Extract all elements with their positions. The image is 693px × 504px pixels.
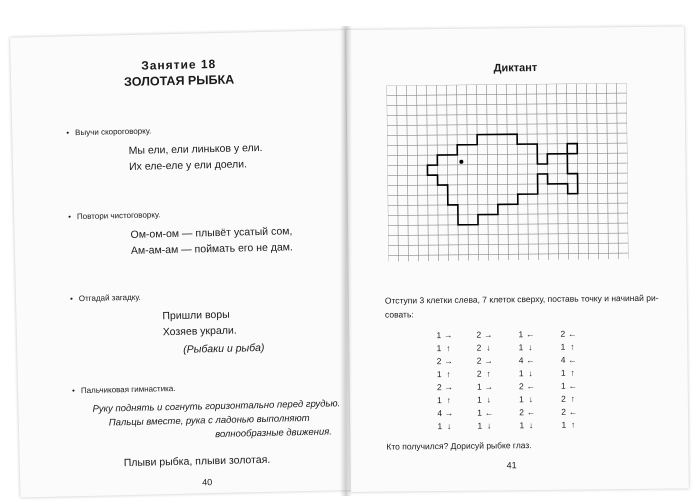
direction-step xyxy=(430,420,464,433)
direction-step xyxy=(554,379,588,392)
direction-step xyxy=(429,355,463,368)
direction-step xyxy=(554,418,588,431)
direction-step xyxy=(469,341,503,354)
lesson-title: Занятие 18 xyxy=(141,56,217,73)
direction-step xyxy=(554,366,588,379)
dictation-grid xyxy=(387,83,629,262)
step-arrow: ← xyxy=(568,354,577,365)
pure-phrase-line: Ом-ом-ом — плывёт усатый сом, xyxy=(130,225,293,241)
direction-step xyxy=(512,393,546,406)
tongue-twister-line: Мы ели, ели линьков у ели. xyxy=(128,141,263,157)
direction-step xyxy=(512,380,546,393)
task-label-finger-gymnastics: • Пальчиковая гимнастика. xyxy=(72,384,176,395)
step-arrow: ↑ xyxy=(486,368,491,379)
lesson-subtitle: ЗОЛОТАЯ РЫБКА xyxy=(123,72,235,90)
step-arrow: ↑ xyxy=(570,341,575,352)
direction-step xyxy=(553,353,587,366)
step-arrow: ↓ xyxy=(528,342,533,353)
instruction-line: совать: xyxy=(384,309,414,320)
direction-step xyxy=(430,381,464,394)
step-count: 1 xyxy=(436,369,442,380)
step-count: 1 xyxy=(437,421,443,432)
riddle-answer: (Рыбаки и рыба) xyxy=(183,341,265,356)
step-arrow: ← xyxy=(568,406,578,417)
step-count: 1 xyxy=(560,380,566,391)
step-count: 2 xyxy=(518,381,524,392)
direction-step xyxy=(554,392,588,405)
direction-step xyxy=(512,367,546,380)
step-count: 2 xyxy=(476,342,482,353)
step-arrow: ← xyxy=(526,381,536,392)
step-count: 1 xyxy=(560,367,566,378)
step-count: 2 xyxy=(561,393,566,404)
direction-step xyxy=(469,328,503,341)
step-count: 1 xyxy=(518,342,524,353)
direction-step xyxy=(469,354,503,367)
step-arrow: ↓ xyxy=(486,342,491,353)
step-arrow: ↓ xyxy=(528,420,534,431)
step-arrow: ← xyxy=(567,328,577,339)
step-count: 1 xyxy=(519,420,525,431)
direction-column xyxy=(553,327,588,431)
step-count: 2 xyxy=(519,407,525,418)
step-count: 1 xyxy=(560,341,566,352)
step-count: 1 xyxy=(477,407,483,418)
step-count: 1 xyxy=(477,394,482,405)
task-label-tongue-twister: • Выучи скороговорку. xyxy=(66,126,151,137)
direction-step xyxy=(470,419,504,432)
step-arrow: ↑ xyxy=(446,342,451,353)
step-arrow: → xyxy=(484,355,493,366)
gymnastics-line: волнообразные движения. xyxy=(215,426,333,441)
step-count: 2 xyxy=(436,356,442,367)
direction-step xyxy=(430,407,464,420)
step-count: 1 xyxy=(518,329,524,340)
fish-eye-dot xyxy=(459,160,463,164)
step-count: 2 xyxy=(560,328,566,339)
direction-step xyxy=(430,368,464,381)
step-arrow: → xyxy=(483,329,493,340)
step-count: 2 xyxy=(436,382,442,393)
step-arrow: ← xyxy=(526,355,535,366)
step-count: 4 xyxy=(560,354,566,365)
step-count: 1 xyxy=(518,368,524,379)
step-arrow: → xyxy=(444,355,453,366)
direction-step xyxy=(554,405,588,418)
step-arrow: ↓ xyxy=(486,420,492,431)
task-label-riddle: • Отгадай загадку. xyxy=(70,293,141,304)
direction-step xyxy=(512,406,546,419)
step-arrow: → xyxy=(443,329,453,340)
page-number: 41 xyxy=(506,460,517,471)
right-page xyxy=(346,26,689,492)
step-count: 1 xyxy=(476,381,482,392)
step-arrow: → xyxy=(444,407,454,418)
direction-step xyxy=(553,327,587,340)
step-count: 2 xyxy=(476,368,482,379)
step-count: 1 xyxy=(561,419,567,430)
direction-step xyxy=(429,329,463,342)
step-arrow: ↓ xyxy=(446,420,452,431)
direction-step xyxy=(470,406,504,419)
step-arrow: → xyxy=(484,381,494,392)
step-arrow: ↓ xyxy=(528,368,533,379)
step-arrow: ← xyxy=(568,380,578,391)
step-arrow: ↑ xyxy=(570,367,575,378)
step-arrow: ← xyxy=(526,407,536,418)
direction-step xyxy=(470,367,504,380)
direction-step xyxy=(511,328,545,341)
direction-step xyxy=(511,354,545,367)
direction-step xyxy=(511,341,545,354)
step-count: 2 xyxy=(476,355,482,366)
riddle-line: Хозяев украли. xyxy=(162,324,237,339)
step-count: 1 xyxy=(477,420,483,431)
direction-step xyxy=(470,380,504,393)
step-arrow: ↑ xyxy=(570,393,576,404)
left-page xyxy=(10,30,356,498)
pure-phrase-line: Ам-ам-ам — поймать его не дам. xyxy=(130,241,293,257)
direction-step xyxy=(470,393,504,406)
step-arrow: ← xyxy=(525,329,535,340)
book-gutter xyxy=(340,26,352,496)
step-arrow: ↑ xyxy=(446,368,451,379)
step-count: 2 xyxy=(476,329,482,340)
direction-column xyxy=(429,329,464,433)
step-arrow: ← xyxy=(484,407,494,418)
task-label-pure-phrase: • Повтори чистоговорку. xyxy=(68,210,160,221)
direction-step xyxy=(430,394,464,407)
step-arrow: ↑ xyxy=(446,394,452,405)
tongue-twister-line: Их еле-еле у ели доели. xyxy=(128,158,248,173)
final-line: Плыви рыбка, плыви золотая. xyxy=(123,453,271,470)
step-count: 1 xyxy=(519,394,524,405)
open-workbook xyxy=(10,10,684,496)
step-count: 1 xyxy=(436,330,442,341)
step-arrow: ↓ xyxy=(528,394,534,405)
step-count: 4 xyxy=(518,355,524,366)
direction-step xyxy=(553,340,587,353)
step-arrow: ↓ xyxy=(486,394,492,405)
step-count: 2 xyxy=(561,406,567,417)
direction-column xyxy=(469,328,504,432)
page-number: 40 xyxy=(202,477,213,488)
step-count: 1 xyxy=(436,343,442,354)
step-count: 1 xyxy=(437,395,442,406)
direction-step xyxy=(429,342,463,355)
step-arrow: ↑ xyxy=(570,419,576,430)
direction-step xyxy=(512,419,546,432)
gymnastics-line: Пальцы вместе, рука с ладонью выполняют xyxy=(108,412,310,429)
instruction-line: Отступи 3 клетки слева, 7 клеток сверху, поставь точку и начинай ри- xyxy=(384,292,659,306)
fish-outline xyxy=(427,134,578,226)
final-question: Кто получился? Дорисуй рыбке глаз. xyxy=(386,440,532,452)
step-count: 4 xyxy=(437,408,443,419)
step-arrow: → xyxy=(444,381,454,392)
direction-column xyxy=(511,328,546,432)
gymnastics-line: Руку поднять и согнуть горизонтально перед грудью. xyxy=(92,398,341,415)
dictation-title: Диктант xyxy=(493,61,538,75)
riddle-line: Пришли воры xyxy=(162,308,230,323)
